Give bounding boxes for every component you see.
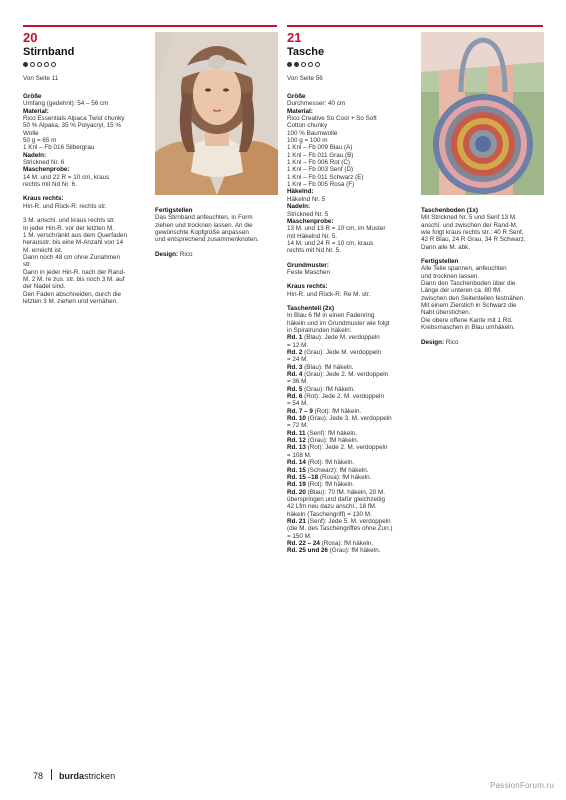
text-line: mit Häkelnd Nr. 5. (287, 232, 338, 240)
text-line: Krebsmaschen in Blau umhäkeln. (421, 324, 515, 332)
text-line: Wolle (23, 129, 39, 137)
section-heading: Maschenprobe: (23, 166, 70, 174)
text-line: = 108 M. (287, 451, 312, 459)
footer (33, 769, 115, 781)
project-number-left: 20 (23, 30, 38, 45)
text-line: In jeder Hin-R. vor der letzten M. (23, 224, 114, 232)
text-line: Länge der unteren ca. 80 fM. (421, 287, 502, 295)
text-line: 42 Lfm neu dazu anschl., 18 fM. (287, 503, 377, 511)
text-line: = 36 M. (287, 378, 309, 386)
text-line: In Blau 6 fM in einen Fadenring (287, 312, 375, 320)
project-title-left: Stirnband (23, 46, 75, 58)
text-line: letzten 3 M. ziehen und vernähen. (23, 297, 118, 305)
text-line: Durchmesser: 40 cm (287, 100, 346, 108)
round-instruction: Rd. 22 – 24 (Rosa): fM häkeln. (287, 539, 374, 547)
text-line: = 54 M. (287, 400, 309, 408)
page-number: 78 (33, 771, 44, 781)
text-line: zwischen den Seitenteilen festnähen. (421, 294, 525, 302)
instructions-left (23, 93, 151, 305)
footer-divider (51, 769, 52, 780)
round-instruction: Rd. 10 (Grau): Jede 3. M. verdoppeln (287, 415, 392, 423)
difficulty-dot (287, 62, 292, 67)
text-line: Den Faden abschneiden, durch die (23, 290, 122, 298)
section-heading: Größe (23, 93, 42, 100)
round-instruction: Rd. 19 (Rot): fM häkeln. (287, 481, 355, 489)
round-instruction: Rd. 2 (Grau): Jede M. verdoppeln (287, 349, 382, 356)
section-rule-left (23, 25, 277, 27)
paragraph-gap (287, 298, 415, 305)
text-line: 14 M. und 24 R = 10 cm, kraus (287, 239, 374, 247)
section-heading: Material: (287, 107, 313, 115)
difficulty-dot (294, 62, 299, 67)
round-instruction: Rd. 1 (Blau): Jede M. verdoppeln (287, 334, 380, 342)
text-line: Naht überstichen. (421, 309, 471, 317)
difficulty-rating-right (287, 62, 320, 67)
design-credit: Design: Rico (421, 338, 459, 346)
text-line: anschl. und zwischen der Rand-M. (421, 221, 518, 229)
text-line: 100 % Baumwolle (287, 129, 338, 137)
text-line: häkeln und im Grundmuster wie folgt (287, 319, 390, 327)
brand-rest: stricken (84, 771, 116, 781)
text-line: rechts mit Nd Nr. 6. (23, 181, 77, 189)
text-line: Dann in jeder Hin-R. nach der Rand- (23, 268, 126, 276)
text-line: Hin-R. und Rück-R: Re M. str. (287, 290, 371, 298)
text-line: gewünschte Kopfgröße anpassen (155, 229, 249, 237)
text-line: Cotton chunky (287, 122, 328, 130)
round-instruction: Rd. 15 (Schwarz): fM häkeln. (287, 466, 369, 474)
finishing-left (155, 207, 279, 258)
text-line: in Spiralrunden häkeln: (287, 326, 352, 334)
text-line: 1 Knl – Fb 003 Senf (D) (287, 166, 354, 174)
paragraph-gap (155, 244, 279, 251)
text-line: 1 Knl – Fb 016 Silbergrau (23, 144, 95, 152)
watermark: PassionForum.ru (490, 781, 554, 790)
paragraph-gap (23, 188, 151, 195)
text-line: 1 Knl – Fb 011 Grau (B) (287, 151, 354, 159)
text-line: Mit einem Zierstich in Schwarz die (421, 302, 517, 310)
difficulty-dot (315, 62, 320, 67)
paragraph-gap (421, 251, 547, 258)
text-line: ziehen und trocknen lassen. An die (155, 221, 253, 229)
difficulty-dot (30, 62, 35, 67)
text-line: = 12 M. (287, 341, 309, 349)
section-heading: Kraus rechts: (287, 283, 328, 291)
round-instruction: Rd. 14 (Rot): fM häkeln. (287, 459, 355, 467)
section-heading: Fertigstellen (421, 258, 459, 266)
headband-photo (155, 32, 278, 195)
round-instruction: Rd. 6 (Rot): Jede 2. M. verdoppeln (287, 393, 384, 401)
text-line: = 72 M. (287, 422, 309, 430)
difficulty-dot (51, 62, 56, 67)
text-line: rechts mit Nd Nr. 5. (287, 247, 341, 255)
text-line: Umfang (gedehnt): 54 – 56 cm (23, 100, 109, 108)
section-heading: Grundmuster: (287, 261, 329, 269)
text-line: Das Stirnband anfeuchten, in Form (155, 214, 253, 222)
paragraph-gap (287, 255, 415, 262)
text-line: 42 R Blau, 24 R Grau, 34 R Schwarz. (421, 236, 526, 244)
section-heading: Nadeln: (23, 151, 47, 159)
round-instruction: Rd. 21 (Senf): Jede 5. M. verdoppeln (287, 517, 391, 525)
round-instruction: Rd. 25 und 26 (Grau): fM häkeln. (287, 547, 381, 555)
text-line: Die obere offene Kante mit 1 Rd. (421, 316, 513, 324)
difficulty-dot (37, 62, 42, 67)
text-line: der Nadel sind. (23, 283, 66, 291)
section-heading: Häkelnd: (287, 188, 314, 196)
text-line: Strickned Nr. 6 (23, 159, 65, 167)
text-line: häkeln (Taschengriff) = 130 M. (287, 510, 372, 518)
text-line: Dann alle M. abk. (421, 243, 471, 251)
text-line: (die M. des Taschengriffes ohne Zun.) (287, 525, 393, 533)
text-line: Häkelnd Nr. 5 (287, 195, 326, 203)
project-title-right: Tasche (287, 46, 325, 58)
text-line: 50 g = 65 m (23, 137, 57, 145)
text-line: Dann den Taschenboden über die (421, 280, 516, 288)
text-line: 100 g = 100 m (287, 137, 328, 145)
design-credit: Design: Rico (155, 250, 193, 258)
text-line: 1 Knl – Fb 006 Rot (C) (287, 159, 350, 167)
difficulty-dot (44, 62, 49, 67)
bag-photo (421, 32, 544, 195)
text-line: Strickned Nr. 5 (287, 210, 329, 218)
text-line: Hin-R. und Rück-R: rechts str. (23, 202, 107, 210)
text-line: 1 Knl – Fb 005 Rosa (F) (287, 181, 355, 189)
text-line: Rico Essentials Alpaca Twist chunky (23, 115, 125, 123)
difficulty-dot (23, 62, 28, 67)
paragraph-gap (287, 276, 415, 283)
round-instruction: Rd. 20 (Blau): 70 fM. häkeln, 20 M. (287, 488, 386, 496)
project-number-right: 21 (287, 30, 302, 45)
difficulty-dot (308, 62, 313, 67)
text-line: Dann noch 48 cm ohne Zunahmen (23, 253, 120, 261)
section-heading: Größe (287, 93, 306, 100)
text-line: und entsprechend zusammenknoten. (155, 236, 259, 244)
text-line: wie folgt kraus rechts str.: 40 R Senf, (421, 229, 524, 237)
paragraph-gap (421, 332, 547, 339)
text-line: Feste Maschen (287, 268, 331, 276)
round-instruction: Rd. 3 (Blau): fM häkeln. (287, 363, 354, 371)
brand-bold: burda (59, 771, 85, 781)
text-line: 1 M. verschränkt aus dem Querfaden (23, 231, 127, 239)
bag-bottom-instructions (421, 207, 547, 346)
from-page-right: Von Seite 56 (287, 75, 323, 82)
text-line: Alle Teile spannen, anfeuchten (421, 265, 507, 273)
text-line: 14 M. und 22 R = 10 cm, kraus (23, 173, 110, 181)
section-heading: Maschenprobe: (287, 217, 334, 225)
section-heading: Material: (23, 107, 49, 115)
round-instruction: Rd. 13 (Rot): Jede 2. M. verdoppeln (287, 444, 388, 452)
round-instruction: Rd. 4 (Grau): Jede 2. M. verdoppeln (287, 371, 389, 379)
instructions-right (287, 93, 415, 555)
text-line: überspringen und dafür gleichzeitig (287, 495, 386, 503)
section-heading: Fertigstellen (155, 207, 193, 214)
text-line: = 24 M. (287, 356, 309, 364)
text-line: 13 M. und 13 R = 10 cm, im Muster (287, 225, 386, 233)
round-instruction: Rd. 11 (Senf): fM häkeln. (287, 429, 358, 437)
from-page-left: Von Seite 11 (23, 75, 59, 82)
paragraph-gap (23, 210, 151, 217)
text-line: und trocknen lassen. (421, 272, 480, 280)
text-line: 1 Knl – Fb 009 Blau (A) (287, 144, 353, 152)
section-heading: Kraus rechts: (23, 195, 64, 203)
section-heading: Taschenboden (1x) (421, 207, 478, 214)
text-line: = 150 M. (287, 532, 312, 540)
section-heading: Nadeln: (287, 203, 311, 211)
round-instruction: Rd. 7 – 9 (Rot): fM häkeln. (287, 407, 362, 415)
text-line: Mit Strickned Nr. 5 und Senf 13 M. (421, 214, 517, 222)
text-line: M. 2 M. re zus. str. bis noch 3 M. auf (23, 275, 125, 283)
text-line: herausstr. bis eine M-Anzahl von 14 (23, 239, 124, 247)
difficulty-rating-left (23, 62, 56, 67)
section-heading: Taschenteil (2x) (287, 304, 335, 312)
round-instruction: Rd. 5 (Grau): fM häkeln. (287, 385, 355, 393)
text-line: 3 M. anschl. und kraus rechts str. (23, 217, 116, 225)
text-line: Rico Creative So Cool + So Soft (287, 115, 377, 123)
section-rule-right (287, 25, 543, 27)
difficulty-dot (301, 62, 306, 67)
text-line: 1 Knl – Fb 011 Schwarz (E) (287, 173, 364, 181)
text-line: 50 % Alpaka, 35 % Polyacryl, 15 % (23, 122, 122, 130)
text-line: M. erreicht ist. (23, 246, 63, 254)
text-line: str. (23, 261, 32, 269)
round-instruction: Rd. 12 (Grau): fM häkeln. (287, 437, 359, 445)
round-instruction: Rd. 15 –18 (Rosa): fM häkeln. (287, 473, 372, 481)
